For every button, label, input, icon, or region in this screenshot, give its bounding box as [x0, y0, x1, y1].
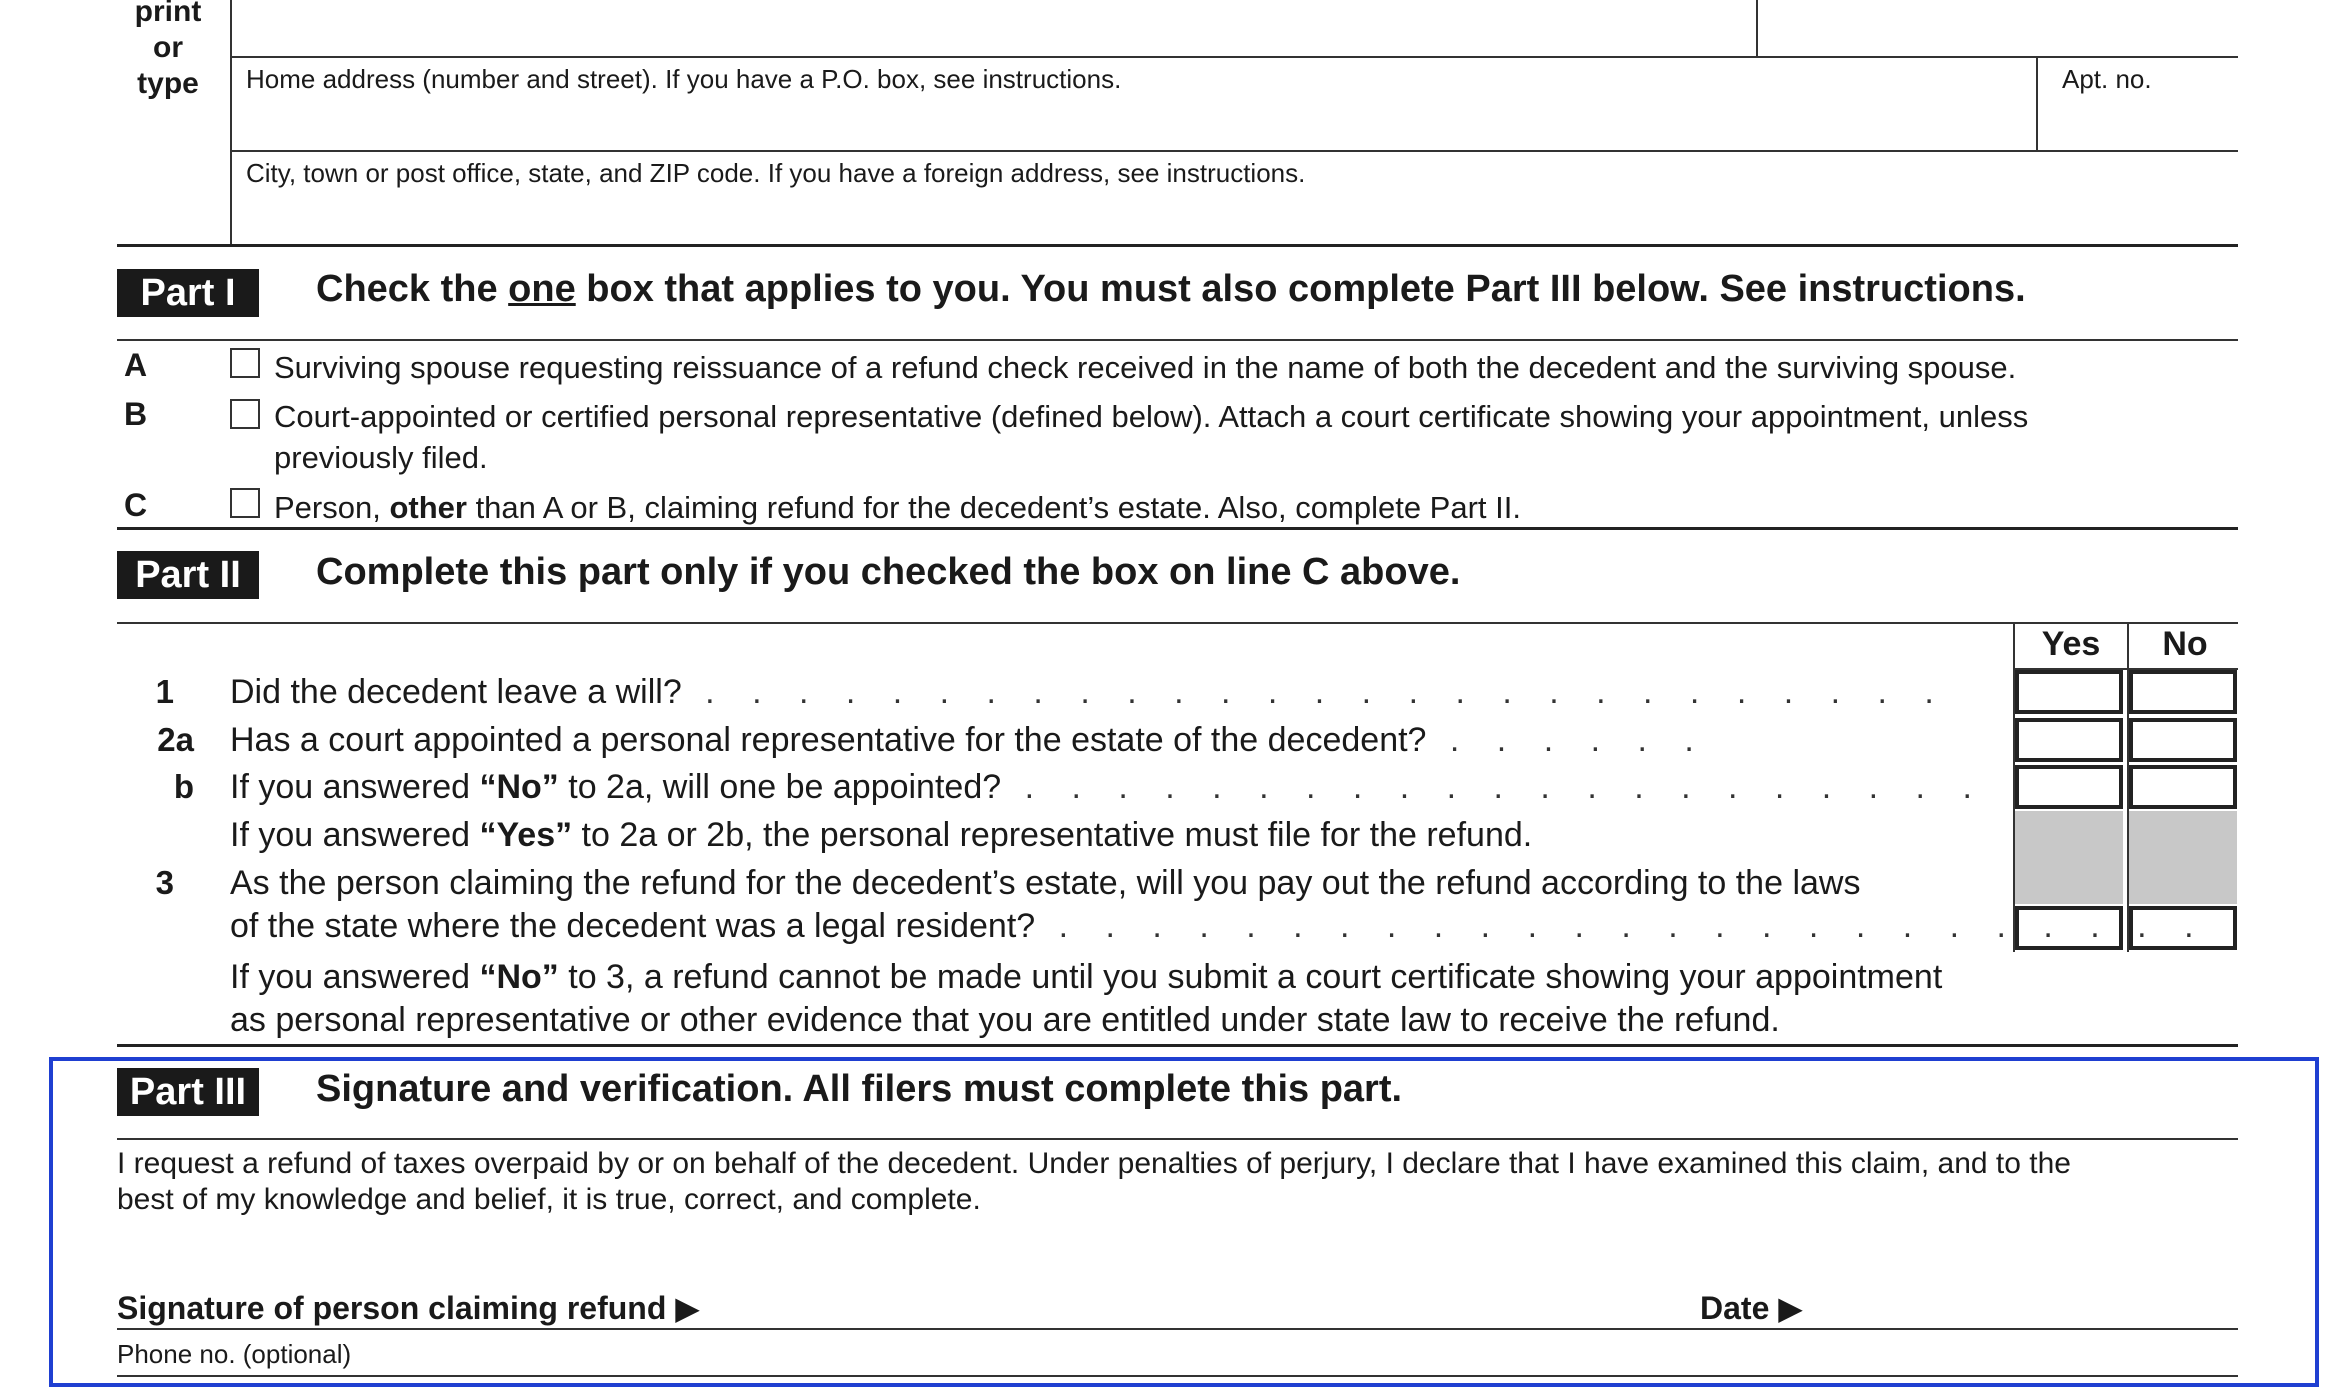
option-a-checkbox[interactable] — [230, 348, 260, 378]
option-a-text: Surviving spouse requesting reissuance of a refund check received in the name of both the decedent and the surviving spouse. — [274, 350, 2017, 385]
option-c-text-bold: other — [389, 490, 467, 525]
option-a-letter: A — [124, 347, 148, 383]
q3-line-1: As the person claiming the refund for the decedent’s estate, will you pay out the refund according to the laws — [230, 864, 1861, 902]
home-address-field[interactable] — [232, 100, 2032, 150]
part-2-label: Part II — [117, 551, 259, 599]
note-2-bold: “Yes” — [479, 816, 573, 854]
side-word-type: type — [137, 67, 199, 100]
q1-leader-dots: . . . . . . . . . . . . . . . . . . . . . . . . . . . — [681, 673, 1948, 711]
note-3-bold: “No” — [479, 958, 559, 996]
option-b-letter: B — [124, 396, 148, 432]
declaration-text — [117, 1146, 2238, 1218]
part-3-label: Part III — [117, 1068, 259, 1116]
note-3-post: to 3, a refund cannot be made until you submit a court certificate showing your appointment — [558, 958, 1943, 996]
q2a-text — [230, 719, 1708, 762]
option-c-text — [274, 487, 1521, 528]
q1-text — [230, 671, 1948, 714]
q1-number: 1 — [155, 673, 174, 710]
option-c-letter: C — [124, 487, 148, 523]
q2b-text — [230, 766, 1986, 809]
name-field[interactable] — [232, 0, 1754, 54]
q3-number: 3 — [155, 864, 174, 901]
note-2-pre: If you answered — [230, 816, 480, 854]
part-3-title-rule — [117, 1138, 2238, 1140]
part-1-label: Part I — [117, 269, 259, 317]
q2b-leader-dots: . . . . . . . . . . . . . . . . . . . . . — [1001, 768, 1986, 806]
q2a-question: Has a court appointed a personal representative for the estate of the decedent? — [230, 721, 1427, 759]
q2b-pre: If you answered — [230, 768, 480, 806]
option-c-text-pre: Person, — [274, 490, 390, 525]
note-3-pre: If you answered — [230, 958, 480, 996]
phone-label: Phone no. (optional) — [117, 1339, 352, 1369]
option-b-text — [274, 396, 2028, 478]
city-label: City, town or post office, state, and ZIP code. If you have a foreign address, see instructions. — [246, 158, 1306, 188]
part-2-title-rule — [117, 622, 2238, 624]
signature-rule — [117, 1328, 2238, 1330]
phone-field[interactable] — [117, 1332, 2238, 1374]
signature-label: Signature of person claiming refund ▶ — [117, 1290, 700, 1326]
side-word-print: print — [134, 0, 202, 28]
line-under-city — [117, 244, 2238, 247]
home-address-label: Home address (number and street). If you have a P.O. box, see instructions. — [246, 64, 1122, 94]
no-column-header: No — [2162, 625, 2208, 663]
line-under-name — [230, 56, 2238, 58]
option-b-line-2: previously filed. — [274, 440, 488, 475]
yes-column-header: Yes — [2041, 625, 2101, 663]
phone-rule — [117, 1375, 2238, 1377]
part-1-title-pre: Check the — [316, 268, 509, 310]
city-state-zip-field[interactable] — [232, 194, 2236, 242]
option-b-line-1: Court-appointed or certified personal representative (defined below). Attach a court certificate showing your appointment, unless — [274, 399, 2029, 434]
part-2-bottom-rule — [117, 1044, 2238, 1047]
date-label: Date ▶ — [1700, 1290, 1803, 1326]
declaration-line-2: best of my knowledge and belief, it is true, correct, and complete. — [117, 1183, 981, 1216]
part-1-title-rule — [117, 339, 2238, 341]
note-2-text — [230, 814, 1532, 857]
line-under-address — [230, 150, 2238, 152]
note-3-text — [230, 956, 1942, 1042]
q3-line-2: of the state where the decedent was a legal resident? — [230, 907, 1036, 945]
ssn-field[interactable] — [1758, 0, 2236, 54]
q1-question: Did the decedent leave a will? — [230, 673, 682, 711]
note-3-line-1 — [230, 956, 1942, 999]
q2b-post: to 2a, will one be appointed? — [558, 768, 1002, 806]
q3-leader-dots: . . . . . . . . . . . . . . . . . . . . . . . . . — [1035, 907, 2208, 945]
option-c-checkbox[interactable] — [230, 488, 260, 518]
q2a-leader-dots: . . . . . . — [1426, 721, 1708, 759]
apt-no-field[interactable] — [2040, 100, 2236, 148]
q2b-bold: “No” — [479, 768, 559, 806]
note-2-post: to 2a or 2b, the personal representative must file for the refund. — [572, 816, 1533, 854]
option-c-text-post: than A or B, claiming refund for the decedent’s estate. Also, complete Part II. — [466, 490, 1521, 525]
print-or-type-label — [108, 0, 228, 102]
apt-no-label: Apt. no. — [2062, 64, 2152, 94]
part-1-title — [316, 268, 2026, 311]
q1-yes-box[interactable] — [2015, 670, 2123, 714]
q3-line-2-row — [230, 905, 2208, 948]
q2a-number: 2a — [157, 721, 194, 758]
part-1-bottom-rule — [117, 527, 2238, 530]
q3-text — [230, 862, 2208, 948]
note-3-line-2: as personal representative or other evidence that you are entitled under state law to receive the refund. — [230, 1001, 1780, 1039]
apt-divider — [2036, 56, 2038, 150]
side-word-or: or — [153, 31, 183, 64]
q2b-number: b — [173, 768, 194, 805]
q2b-no-box[interactable] — [2129, 765, 2237, 809]
part-1-title-post: box that applies to you. You must also complete Part III below. See instructions. — [575, 268, 2026, 310]
declaration-line-1: I request a refund of taxes overpaid by or on behalf of the decedent. Under penalties of perjury, I declare that I have examined this claim, and to the — [117, 1147, 2071, 1180]
part-3-title: Signature and verification. All filers must complete this part. — [316, 1068, 1403, 1110]
q2b-yes-box[interactable] — [2015, 765, 2123, 809]
part-1-title-underlined: one — [508, 268, 576, 310]
q1-no-box[interactable] — [2129, 670, 2237, 714]
q2a-no-box[interactable] — [2129, 718, 2237, 762]
q2a-yes-box[interactable] — [2015, 718, 2123, 762]
part-2-title: Complete this part only if you checked the box on line C above. — [316, 551, 1461, 593]
option-b-checkbox[interactable] — [230, 399, 260, 429]
